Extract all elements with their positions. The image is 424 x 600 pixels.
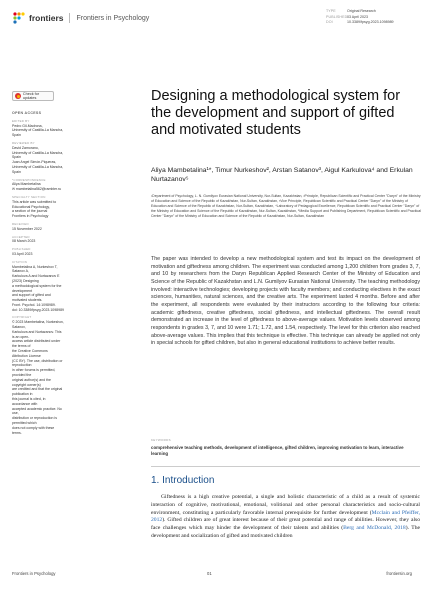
sidebar-heading: REVIEWED BY bbox=[12, 140, 35, 145]
sidebar-line: 08 March 2023 bbox=[12, 239, 36, 244]
sidebar-line: Pedro Gil-Madrona, bbox=[12, 123, 43, 128]
sidebar-line: Aliya Mambetalina bbox=[12, 182, 41, 187]
logo-text: frontiers bbox=[29, 13, 64, 23]
sidebar-line: doi: 10.3389/fpsyg.2023.1098989 bbox=[12, 307, 64, 312]
sidebar-line: ✉ mambetalina562@rambler.ru bbox=[12, 187, 62, 192]
sidebar-text bbox=[12, 252, 64, 257]
sidebar-line: Karkulova and Nurtazanov. This is an open- bbox=[12, 329, 62, 339]
sidebar-line: access article distributed under the terms of bbox=[12, 339, 61, 349]
sidebar-line: Karkulova A and Nurtazanov E (2023) Designing bbox=[12, 274, 60, 283]
intro-heading: 1. Introduction bbox=[151, 475, 215, 486]
sidebar-line: Spain bbox=[12, 155, 21, 160]
frontiers-logo[interactable] bbox=[12, 11, 149, 25]
sidebar-line: University of Castilla-La Mancha, bbox=[12, 150, 64, 155]
sidebar-line: are credited and that the original publication in bbox=[12, 387, 63, 397]
sidebar-text bbox=[12, 320, 64, 435]
sidebar-line: original author(s) and the copyright owner(s) bbox=[12, 377, 51, 387]
sidebar-line: David Zamorano, bbox=[12, 145, 39, 150]
sidebar-text bbox=[12, 182, 64, 192]
sidebar-text bbox=[12, 227, 64, 232]
check-for-updates-button[interactable]: Check for updates bbox=[12, 91, 54, 101]
page-header bbox=[12, 9, 412, 37]
sidebar-heading: CITATION bbox=[12, 259, 28, 264]
article-meta bbox=[326, 9, 394, 26]
article-info-sidebar bbox=[12, 111, 64, 435]
page-number: 01 bbox=[207, 571, 212, 576]
sidebar-line: University of Castilla-La Mancha, bbox=[12, 128, 64, 133]
sidebar-line: © 2023 Mambetalina, Nurkeshov, Satanov, bbox=[12, 320, 64, 330]
page-footer bbox=[12, 571, 412, 579]
section-divider bbox=[151, 466, 420, 467]
sidebar-line: in other forums is permitted, provided the bbox=[12, 368, 56, 378]
sidebar-heading: PUBLISHED bbox=[12, 247, 31, 252]
sidebar-heading: SPECIALTY SECTION bbox=[12, 194, 46, 199]
sidebar-line: accepted academic practice. No use, bbox=[12, 406, 62, 416]
sidebar-line: University of Castilla-La Mancha, bbox=[12, 164, 64, 169]
keywords: comprehensive teaching methods, development of intelligence, gifted children, improving motivation to learn, interactive learning bbox=[151, 445, 404, 457]
sidebar-line: distribution or reproduction is permitted which bbox=[12, 416, 57, 426]
sidebar-line: a methodological system for the development bbox=[12, 283, 62, 293]
sidebar-line: Spain bbox=[12, 133, 21, 138]
sidebar-line: Frontiers in Psychology bbox=[12, 214, 49, 219]
sidebar-heading: RECEIVED bbox=[12, 221, 29, 226]
footer-journal-link[interactable]: Frontiers in Psychology bbox=[12, 571, 56, 576]
sidebar-line: Front. Psychol. 14:1098989. bbox=[12, 302, 56, 307]
article-title: Designing a methodological system for the development and support of gifted and motivated students bbox=[151, 88, 401, 138]
sidebar-heading: EDITED BY bbox=[12, 118, 30, 123]
sidebar-text bbox=[12, 200, 64, 219]
sidebar-line: 15 November 2022 bbox=[12, 226, 42, 231]
sidebar-line: Spain bbox=[12, 169, 21, 174]
sidebar-heading: *CORRESPONDENCE bbox=[12, 177, 46, 182]
sidebar-line: a section of the journal bbox=[12, 209, 48, 214]
sidebar-line: this journal is cited, in accordance with bbox=[12, 397, 46, 406]
author-list: Aliya Mambetalina¹*, Timur Nurkeshov², Arstan Satanov³, Aigul Karkulova⁴ and Erkulan Nurtazanov⁵ bbox=[151, 167, 413, 183]
footer-site-link[interactable]: frontiersin.org bbox=[386, 571, 412, 576]
sidebar-text bbox=[12, 124, 64, 138]
sidebar-line: (CC BY). The use, distribution or reproduction bbox=[12, 358, 63, 368]
citation-link[interactable]: Berg and McDonald, 2018 bbox=[343, 525, 406, 532]
meta-type: TYPE Original Research bbox=[326, 9, 376, 13]
sidebar-line: Juan Angel Simón-Piqueras, bbox=[12, 160, 57, 165]
citation-link[interactable]: Mcclain and Pfeiffer, 2012 bbox=[151, 509, 420, 524]
sidebar-line: does not comply with these terms. bbox=[12, 425, 55, 435]
frontiers-logo-icon bbox=[12, 11, 26, 25]
sidebar-text bbox=[12, 239, 64, 244]
intro-paragraph: Giftedness is a high creative potential, a single and holistic characteristic of a child as a result of systemic interaction of cognitive, motivational, emotional, volitional and other personal characteristics and socio-cultural environment, constituting a particularly favorable internal prerequisite for further development (Mcclain and Pfeiffer, 2012). Gifted children are of great interest because of their great potential and range of abilities. However, they also face challenges which may hinder the development of their talents and abilities (Berg and McDonald, 2018). The development and socialization of gifted and motivated children bbox=[151, 494, 420, 539]
keywords-heading: KEYWORDS bbox=[151, 438, 171, 442]
open-access-label: OPEN ACCESS bbox=[12, 111, 42, 115]
sidebar-text bbox=[12, 146, 64, 175]
affiliations: ¹Department of Psychology, L. N. Gumilyov Eurasian National University, Nur-Sultan, Kazakhstan, ²Principle, Republican Scientific and Practical Center "Daryn" of the Ministry of Education and Science of the Republic of Kazakhstan, Nur-Sultan, Kazakhstan, ³Vice Principle, Republican Scientific and Practical Center "Daryn" of the Ministry of Education and Science of the Republic of Kazakhstan, Nur-Sultan, Kazakhstan, ⁴Laboratory of Pedagogical Excellence, Republican Scientific and Practical Center "Daryn" of the Ministry of Education and Science of the Republic of Kazakhstan, Nur-Sultan, Kazakhstan, ⁵Media Support and Publishing Department, Republican Scientific and Practical Center "Daryn" of the Ministry of Education and Science of the Republic of Kazakhstan, Nur-Sultan, Kazakhstan bbox=[151, 194, 421, 218]
sidebar-line: and support of gifted and motivated students. bbox=[12, 293, 51, 303]
crossmark-icon bbox=[15, 93, 21, 99]
sidebar-line: Mambetalina A, Nurkeshov T, Satanov A, bbox=[12, 264, 58, 274]
meta-doi[interactable]: DOI 10.3389/fpsyg.2023.1098989 bbox=[326, 20, 394, 25]
sidebar-line: This article was submitted to bbox=[12, 199, 57, 204]
abstract: The paper was intended to develop a new methodological system and test its impact on the development of motivation and giftedness among children. The experiment was conducted among 1,200 children from grades 3, 7, and 10 by researchers from the Daryn Republican Applied Research Center of the Ministry of Education and Science of the Republic of Kazakhstan and L.N. Gumilyov Eurasian National University. The teaching methodology involved: interactive technologies; developing projects with faculty members; and conducting electives in the exact sciences, humanities, natural sciences, and the creative arts. The experiment lasted 4 months. Before and after the experiment, all respondents were evaluated by their instructors according to the following four criteria: academic giftedness, creative giftedness, social giftedness, and intellectual giftedness. The overall result demonstrated an increase in the level of giftedness to above-average values. Motivation levels observed among respondents in grades 3, 7, and 10 were 1.71; 1.72, and 1.54, respectively. The level for this criterion also reached above-average values. This implies that this technique is effective. This technique can already be applied not only in special schools for gifted children, but also in general educational institutions to achieve better results. bbox=[151, 256, 420, 347]
sidebar-line: the Creative Commons Attribution License bbox=[12, 349, 48, 358]
sidebar-heading: COPYRIGHT bbox=[12, 315, 32, 320]
sidebar-heading: ACCEPTED bbox=[12, 234, 30, 239]
meta-published: PUBLISHED03 April 2023 bbox=[326, 14, 368, 19]
sidebar-line: 03 April 2023 bbox=[12, 251, 33, 256]
sidebar-text bbox=[12, 265, 64, 313]
journal-name[interactable]: Frontiers in Psychology bbox=[76, 14, 150, 22]
sidebar-line: Educational Psychology, bbox=[12, 204, 50, 209]
header-divider bbox=[69, 13, 70, 23]
